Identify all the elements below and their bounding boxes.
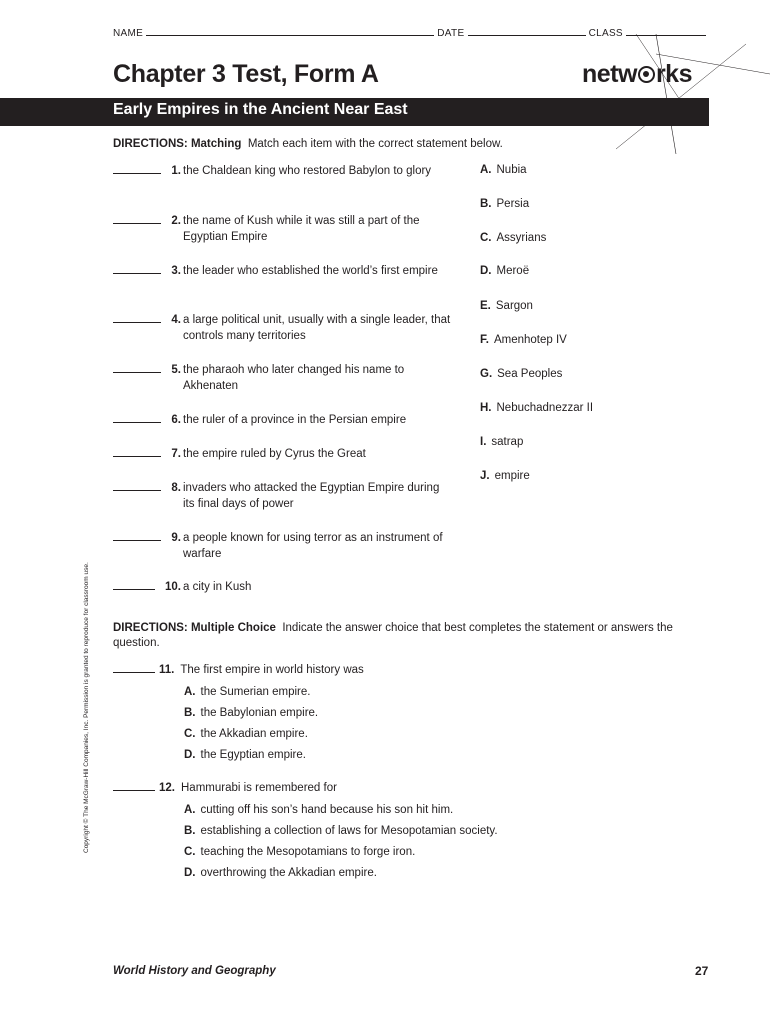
matching-question: 4. a large political unit, usually with a single leader, that controls many territories xyxy=(113,312,453,328)
answer-choice: J. empire xyxy=(480,470,530,482)
page-title: Chapter 3 Test, Form A xyxy=(113,60,379,88)
name-field[interactable] xyxy=(146,26,434,36)
answer-blank[interactable] xyxy=(113,780,155,791)
globe-icon xyxy=(638,66,655,83)
book-title: World History and Geography xyxy=(113,965,276,977)
answer-blank[interactable] xyxy=(113,312,161,323)
mc-option: C. teaching the Mesopotamians to forge iron. xyxy=(184,846,416,858)
matching-directions: DIRECTIONS: Matching Match each item with the correct statement below. xyxy=(113,138,503,150)
matching-question: 6. the ruler of a province in the Persian empire xyxy=(113,412,453,428)
answer-blank[interactable] xyxy=(113,163,161,174)
mc-option: C. the Akkadian empire. xyxy=(184,728,308,740)
answer-blank[interactable] xyxy=(113,446,161,457)
class-label: CLASS xyxy=(588,28,623,39)
answer-blank[interactable] xyxy=(113,263,161,274)
answer-choice: I. satrap xyxy=(480,436,524,448)
answer-choice: A. Nubia xyxy=(480,164,527,176)
mc-directions: DIRECTIONS: Multiple Choice Indicate the answer choice that best completes the statement or answers the question. xyxy=(113,622,673,649)
answer-choice: D. Meroë xyxy=(480,265,530,277)
answer-blank[interactable] xyxy=(113,662,155,673)
matching-question: 2. the name of Kush while it was still a part of the Egyptian Empire xyxy=(113,213,453,229)
answer-choice: H. Nebuchadnezzar II xyxy=(480,402,594,414)
date-label: DATE xyxy=(437,28,465,39)
networks-logo: netw rks xyxy=(582,60,692,88)
answer-choice: B. Persia xyxy=(480,198,530,210)
copyright-notice: Copyright © The McGraw-Hill Companies, Inc. Permission is granted to reproduce for classroom use. xyxy=(83,562,90,853)
matching-question: 8. invaders who attacked the Egyptian Empire during its final days of power xyxy=(113,480,453,496)
answer-blank[interactable] xyxy=(113,579,155,590)
answer-choice: F. Amenhotep IV xyxy=(480,334,567,346)
answer-blank[interactable] xyxy=(113,362,161,373)
matching-question: 9. a people known for using terror as an instrument of warfare xyxy=(113,530,453,546)
mc-option: D. the Egyptian empire. xyxy=(184,749,306,761)
mc-option: A. the Sumerian empire. xyxy=(184,686,311,698)
mc-question: 12. Hammurabi is remembered for xyxy=(113,780,337,796)
answer-blank[interactable] xyxy=(113,480,161,491)
answer-choice: G. Sea Peoples xyxy=(480,368,563,380)
page-subtitle: Early Empires in the Ancient Near East xyxy=(113,101,408,118)
mc-option: A. cutting off his son’s hand because his son hit him. xyxy=(184,804,454,816)
date-field[interactable] xyxy=(468,26,586,36)
mc-option: B. the Babylonian empire. xyxy=(184,707,319,719)
page-number: 27 xyxy=(695,964,709,978)
mc-option: D. overthrowing the Akkadian empire. xyxy=(184,867,377,879)
matching-question: 5. the pharaoh who later changed his name to Akhenaten xyxy=(113,362,453,378)
matching-question: 7. the empire ruled by Cyrus the Great xyxy=(113,446,453,462)
answer-blank[interactable] xyxy=(113,530,161,541)
mc-option: B. establishing a collection of laws for Mesopotamian society. xyxy=(184,825,498,837)
answer-blank[interactable] xyxy=(113,213,161,224)
matching-question: 1. the Chaldean king who restored Babylon to glory xyxy=(113,163,453,179)
name-label: NAME xyxy=(113,28,144,39)
mc-question: 11. The first empire in world history was xyxy=(113,662,364,678)
answer-blank[interactable] xyxy=(113,412,161,423)
answer-choice: E. Sargon xyxy=(480,300,533,312)
answer-choice: C. Assyrians xyxy=(480,232,547,244)
matching-question: 10. a city in Kush xyxy=(113,579,453,595)
matching-question: 3. the leader who established the world’s first empire xyxy=(113,263,453,279)
